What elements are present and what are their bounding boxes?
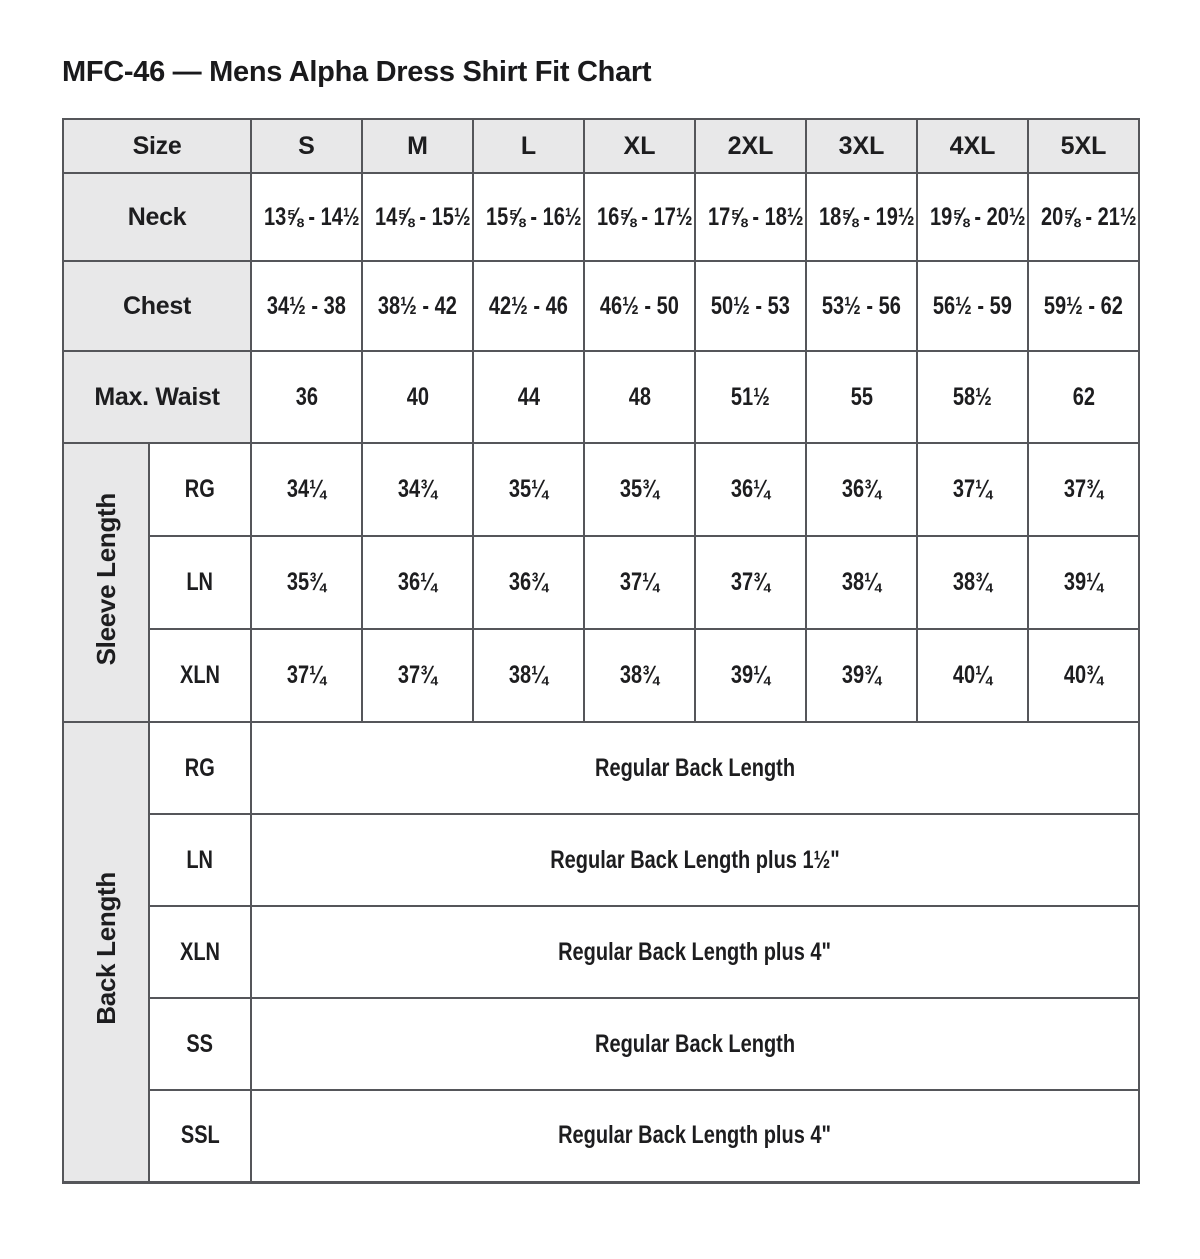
sleeve-rg-value: 37¼ [917,443,1028,536]
max-waist-row-label: Max. Waist [63,351,251,443]
size-col-m: M [362,119,473,173]
sleeve-rg-row [63,443,1139,536]
sleeve-variant-code: RG [149,443,251,536]
page-title: MFC-46 — Mens Alpha Dress Shirt Fit Chart [62,56,652,88]
size-col-4xl: 4XL [917,119,1028,173]
size-col-2xl: 2XL [695,119,806,173]
back-ssl-description: Regular Back Length plus 4" [251,1090,1139,1182]
back-variant-code: XLN [149,906,251,998]
sleeve-xln-value: 38¼ [473,629,584,722]
max-waist-row [63,351,1139,443]
sleeve-variant-code: LN [149,536,251,629]
chest-value: 42½ - 46 [473,261,584,351]
back-ss-description: Regular Back Length [251,998,1139,1090]
sleeve-rg-value: 36¼ [695,443,806,536]
size-col-l: L [473,119,584,173]
max-waist-value: 40 [362,351,473,443]
sleeve-xln-value: 37¾ [362,629,473,722]
back-length-section-label: Back Length [63,722,149,1182]
back-xln-description: Regular Back Length plus 4" [251,906,1139,998]
size-col-s: S [251,119,362,173]
chest-value: 50½ - 53 [695,261,806,351]
max-waist-value: 55 [806,351,917,443]
chest-value: 59½ - 62 [1028,261,1139,351]
neck-value: 17⅝ - 18½ [695,173,806,261]
sleeve-ln-value: 37¾ [695,536,806,629]
chest-value: 38½ - 42 [362,261,473,351]
sleeve-xln-value: 40¾ [1028,629,1139,722]
neck-row [63,173,1139,261]
sleeve-rg-value: 34¼ [251,443,362,536]
max-waist-value: 44 [473,351,584,443]
back-rg-description: Regular Back Length [251,722,1139,814]
sleeve-variant-code: XLN [149,629,251,722]
chest-value: 56½ - 59 [917,261,1028,351]
back-ss-row [63,998,1139,1090]
sleeve-xln-value: 38¾ [584,629,695,722]
back-xln-row [63,906,1139,998]
neck-value: 14⅝ - 15½ [362,173,473,261]
neck-row-label: Neck [63,173,251,261]
sleeve-ln-value: 39¼ [1028,536,1139,629]
sleeve-rg-value: 35¼ [473,443,584,536]
max-waist-value: 58½ [917,351,1028,443]
chest-value: 34½ - 38 [251,261,362,351]
back-variant-code: RG [149,722,251,814]
sleeve-ln-value: 38¾ [917,536,1028,629]
neck-value: 16⅝ - 17½ [584,173,695,261]
max-waist-value: 62 [1028,351,1139,443]
chest-row [63,261,1139,351]
sleeve-ln-value: 37¼ [584,536,695,629]
sleeve-rg-value: 35¾ [584,443,695,536]
sleeve-ln-value: 35¾ [251,536,362,629]
size-col-3xl: 3XL [806,119,917,173]
size-col-5xl: 5XL [1028,119,1139,173]
back-ln-description: Regular Back Length plus 1½" [251,814,1139,906]
chest-value: 46½ - 50 [584,261,695,351]
sleeve-xln-value: 37¼ [251,629,362,722]
chest-value: 53½ - 56 [806,261,917,351]
sleeve-length-section-label: Sleeve Length [63,443,149,722]
neck-value: 20⅝ - 21½ [1028,173,1139,261]
back-rg-row [63,722,1139,814]
back-variant-code: SSL [149,1090,251,1182]
sleeve-xln-value: 39¼ [695,629,806,722]
sleeve-ln-value: 36¾ [473,536,584,629]
sleeve-xln-row [63,629,1139,722]
sleeve-rg-value: 36¾ [806,443,917,536]
neck-value: 18⅝ - 19½ [806,173,917,261]
sleeve-ln-value: 36¼ [362,536,473,629]
header-row [63,119,1139,173]
size-header-label: Size [63,119,251,173]
sleeve-xln-value: 39¾ [806,629,917,722]
sleeve-rg-value: 34¾ [362,443,473,536]
back-ssl-row [63,1090,1139,1182]
neck-value: 13⅝ - 14½ [251,173,362,261]
back-variant-code: LN [149,814,251,906]
sleeve-ln-value: 38¼ [806,536,917,629]
max-waist-value: 36 [251,351,362,443]
fit-chart-table [62,118,1140,1184]
sleeve-ln-row [63,536,1139,629]
sleeve-rg-value: 37¾ [1028,443,1139,536]
size-col-xl: XL [584,119,695,173]
neck-value: 15⅝ - 16½ [473,173,584,261]
chest-row-label: Chest [63,261,251,351]
back-variant-code: SS [149,998,251,1090]
max-waist-value: 51½ [695,351,806,443]
sleeve-xln-value: 40¼ [917,629,1028,722]
back-ln-row [63,814,1139,906]
neck-value: 19⅝ - 20½ [917,173,1028,261]
max-waist-value: 48 [584,351,695,443]
